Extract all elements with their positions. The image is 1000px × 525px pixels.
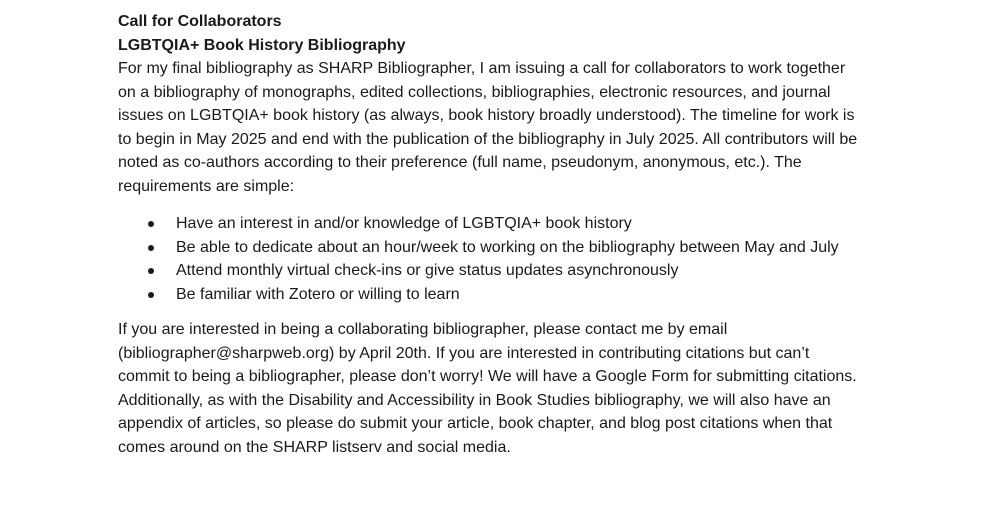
bullet-icon [148,245,154,251]
list-item [176,259,856,283]
document-body [118,10,878,459]
list-item [176,283,856,307]
list-item-text: Attend monthly virtual check-ins or give status updates asynchronously [176,262,679,279]
list-item [176,236,856,260]
requirements-list [118,212,856,306]
list-item [176,212,856,236]
list-item-text: Have an interest in and/or knowledge of LGBTQIA+ book history [176,215,632,232]
list-item-text: Be able to dedicate about an hour/week to working on the bibliography between May and July [176,238,839,256]
outro-paragraph: If you are interested in being a collaborating bibliographer, please contact me by email (bibliographer@sharpweb.org) by April 20th. If you are interested in contributing citations but can’t commit to being a bibliographer, please don’t worry! We will have a Google Form for submitting citations. Additionally, as with the Disability and Accessibility in Book Studies bibliography, we will also have an appendix of articles, so please do submit your article, book chapter, and blog post citations when that comes around on the SHARP listserv and social media. [118,321,857,456]
bullet-icon [148,268,154,274]
list-item-text: Be familiar with Zotero or willing to learn [176,285,460,303]
bullet-icon [148,292,154,298]
document-subtitle: LGBTQIA+ Book History Bibliography [118,36,406,54]
bullet-icon [148,221,154,227]
intro-paragraph: For my final bibliography as SHARP Bibliographer, I am issuing a call for collaborators to work together on a bibliography of monographs, edited collections, bibliographies, electronic resources, and journal issues on LGBTQIA+ book history (as always, book history broadly understood). The timeline for work is to begin in May 2025 and end with the publication of the bibliography in July 2025. All contributors will be noted as co-authors according to their preference (full name, pseudonym, anonymous, etc.). The requirements are simple: [118,60,858,195]
document-title: Call for Collaborators [118,13,282,30]
